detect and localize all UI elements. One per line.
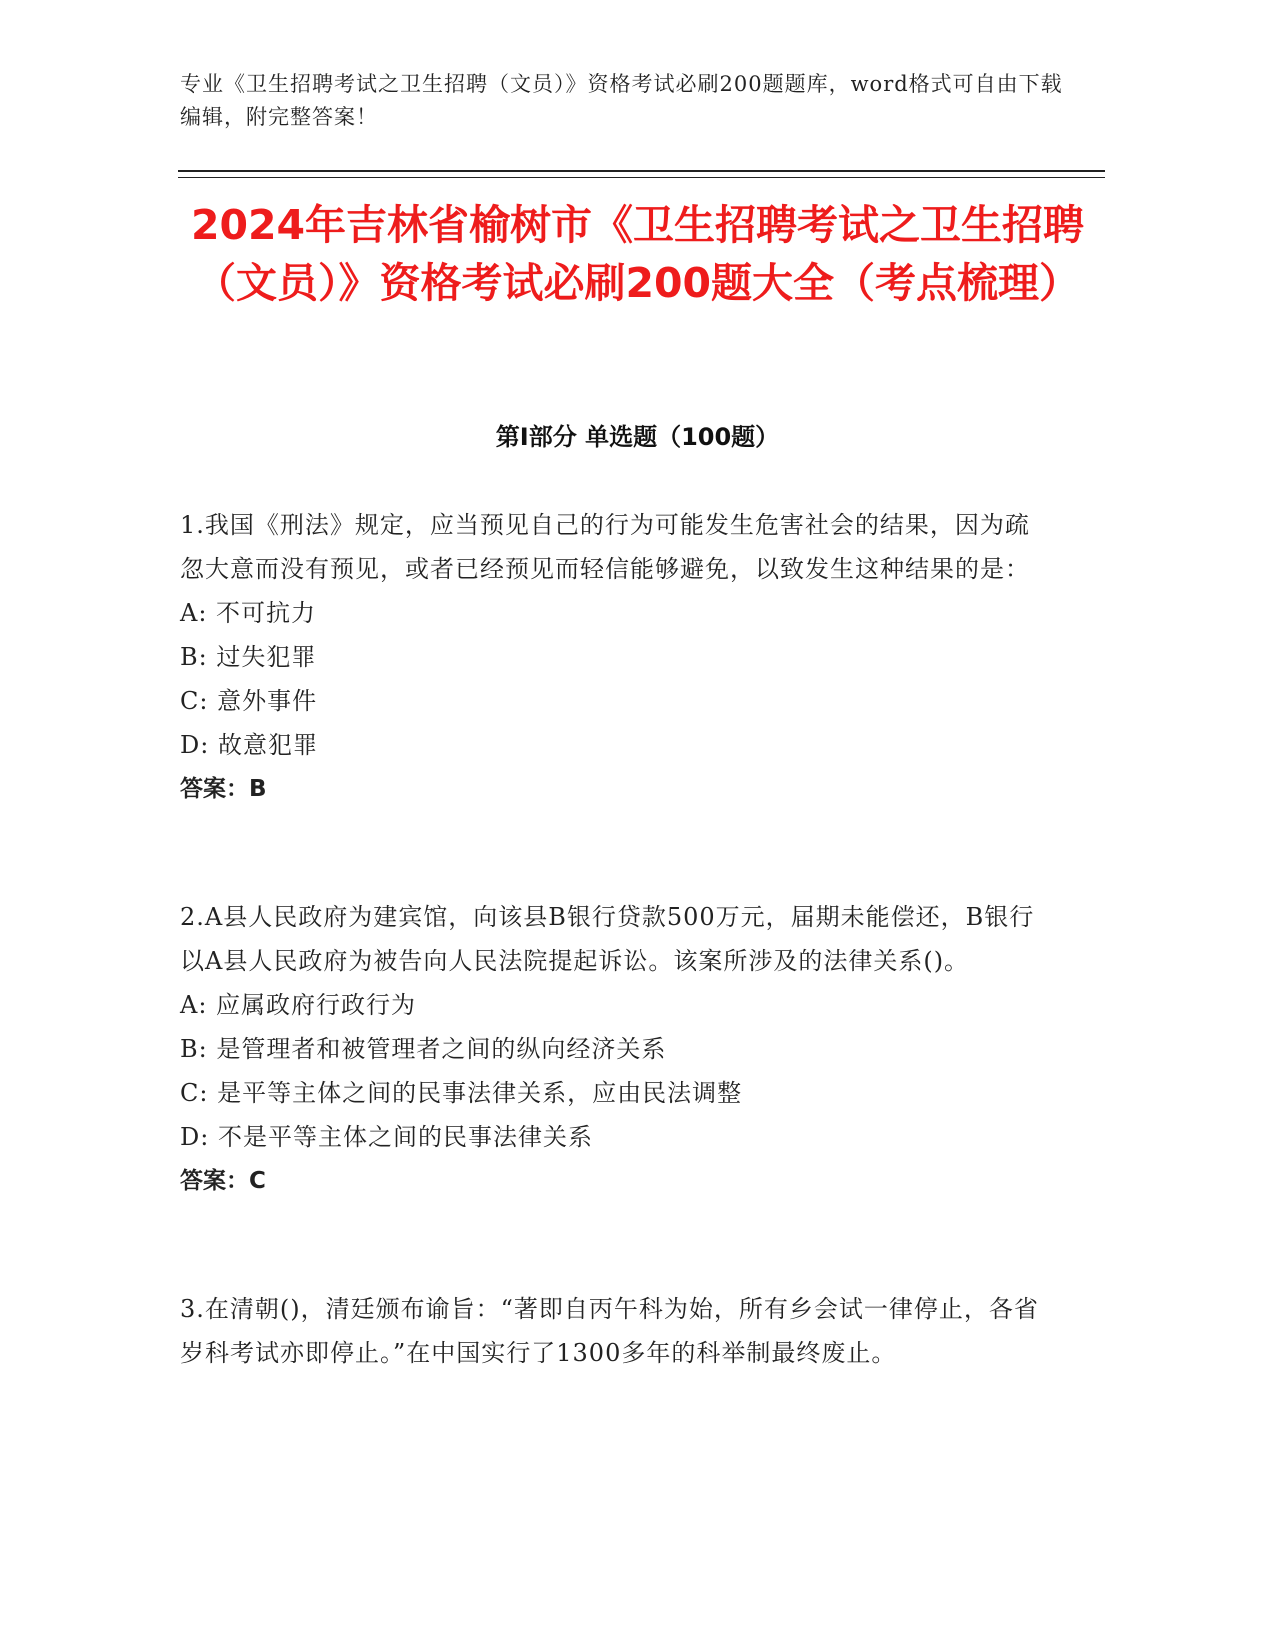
question-stem: 3.在清朝()，清廷颁布谕旨：“著即自丙午科为始，所有乡会试一律停止，各省岁科考试亦即停止。”在中国实行了1300多年的科举制最终废止。	[180, 1295, 1039, 1367]
document-title: 2024年吉林省榆树市《卫生招聘考试之卫生招聘（文员）》资格考试必刷200题大全（考点梳理）	[190, 201, 1085, 307]
option-a: A: 不可抗力	[180, 599, 317, 627]
question-3	[180, 1287, 1045, 1375]
section-title: 第I部分 单选题（100题）	[495, 423, 780, 451]
question-stem: 2.A县人民政府为建宾馆，向该县B银行贷款500万元，届期未能偿还，B银行以A县人民政府为被告向人民法院提起诉讼。该案所涉及的法律关系()。	[180, 903, 1035, 975]
option-b: B: 是管理者和被管理者之间的纵向经济关系	[180, 1035, 667, 1063]
question-2	[180, 895, 1045, 1203]
option-d: D: 不是平等主体之间的民事法律关系	[180, 1123, 593, 1151]
option-c: C: 意外事件	[180, 687, 318, 715]
answer: 答案：C	[180, 1168, 266, 1194]
answer: 答案：B	[180, 776, 267, 802]
option-d: D: 故意犯罪	[180, 731, 318, 759]
header-divider	[178, 170, 1105, 172]
question-stem: 1.我国《刑法》规定，应当预见自己的行为可能发生危害社会的结果，因为疏忽大意而没有预见，或者已经预见而轻信能够避免，以致发生这种结果的是：	[180, 511, 1030, 583]
option-b: B: 过失犯罪	[180, 643, 317, 671]
question-1	[180, 503, 1045, 811]
option-c: C: 是平等主体之间的民事法律关系，应由民法调整	[180, 1079, 743, 1107]
header-note: 专业《卫生招聘考试之卫生招聘（文员）》资格考试必刷200题题库，word格式可自由下载编辑，附完整答案！	[180, 72, 1063, 129]
header-divider-thin	[178, 177, 1105, 178]
option-a: A: 应属政府行政行为	[180, 991, 417, 1019]
